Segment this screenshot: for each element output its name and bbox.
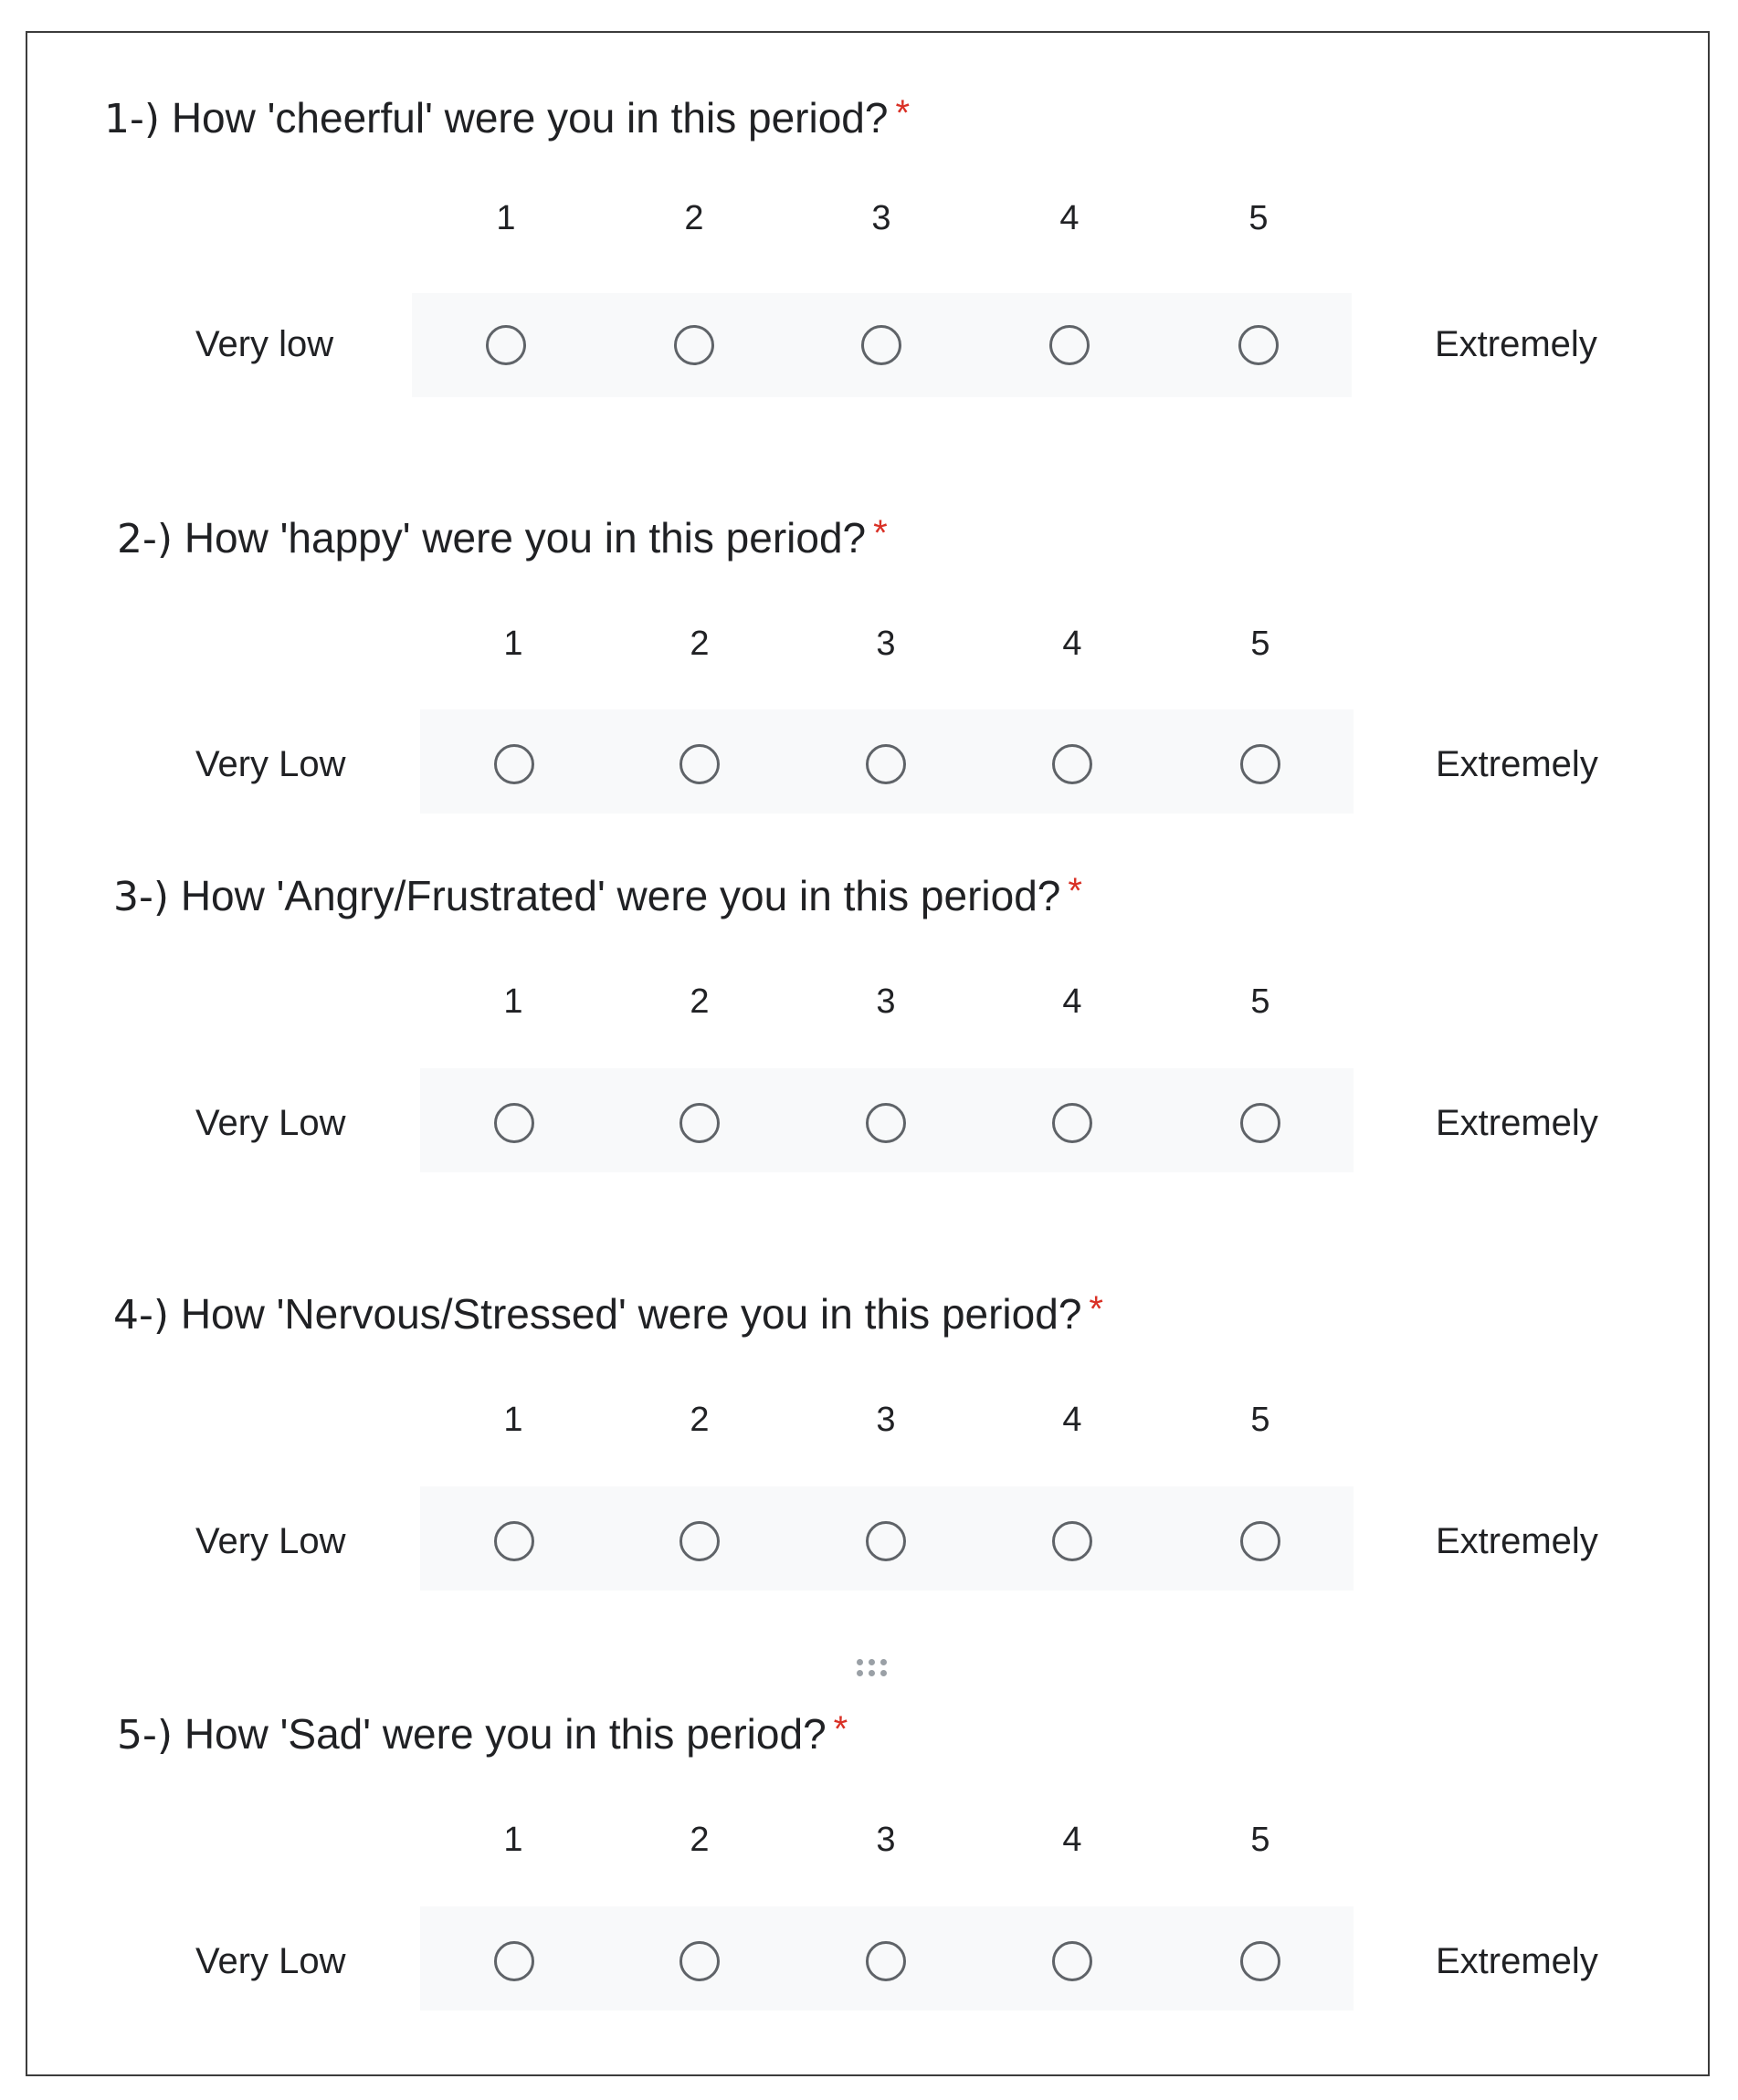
question-number: 1-): [104, 96, 161, 142]
scale-label-5: 5: [1250, 625, 1270, 663]
radio-4[interactable]: [1052, 1521, 1092, 1561]
radio-2[interactable]: [679, 1521, 720, 1561]
low-label: Very Low: [195, 1521, 346, 1561]
question-title: [113, 1284, 1103, 1341]
radio-5[interactable]: [1240, 744, 1280, 784]
radio-3[interactable]: [866, 1941, 906, 1981]
question-text: How 'cheerful' were you in this period?: [171, 94, 889, 142]
low-label: Very Low: [195, 1103, 346, 1143]
radio-4[interactable]: [1052, 1941, 1092, 1981]
radio-2[interactable]: [679, 1103, 720, 1143]
question-5: [0, 1704, 1738, 2005]
radio-4[interactable]: [1049, 325, 1090, 365]
question-text: How 'happy' were you in this period?: [184, 514, 867, 562]
high-label: Extremely: [1436, 1941, 1598, 1981]
scale-label-5: 5: [1250, 982, 1270, 1021]
question-title: [104, 88, 910, 145]
radio-3[interactable]: [866, 1103, 906, 1143]
question-number: 4-): [113, 1292, 170, 1339]
scale-label-4: 4: [1062, 1401, 1082, 1439]
scale-label-3: 3: [876, 625, 896, 663]
scale-label-5: 5: [1248, 199, 1269, 237]
radio-2[interactable]: [679, 744, 720, 784]
radio-3[interactable]: [866, 744, 906, 784]
radio-1[interactable]: [494, 1521, 534, 1561]
scale-label-3: 3: [876, 1401, 896, 1439]
radio-3[interactable]: [861, 325, 901, 365]
low-label: Very Low: [195, 744, 346, 784]
scale-label-1: 1: [503, 1821, 523, 1859]
drag-handle-icon[interactable]: [855, 1657, 891, 1679]
scale-labels: [0, 621, 1738, 667]
required-asterisk: *: [1089, 1289, 1103, 1329]
question-title: [117, 508, 888, 565]
scale-label-5: 5: [1250, 1401, 1270, 1439]
high-label: Extremely: [1436, 1103, 1598, 1143]
scale-labels: [0, 1817, 1738, 1863]
question-3: [0, 866, 1738, 1167]
question-number: 2-): [117, 516, 174, 562]
radio-5[interactable]: [1240, 1941, 1280, 1981]
scale-labels: [0, 1397, 1738, 1443]
scale-label-2: 2: [690, 1401, 710, 1439]
question-4: [0, 1284, 1738, 1585]
high-label: Extremely: [1436, 1521, 1598, 1561]
question-text: How 'Angry/Frustrated' were you in this period?: [180, 872, 1061, 919]
radio-2[interactable]: [679, 1941, 720, 1981]
scale-label-1: 1: [503, 625, 523, 663]
scale-label-2: 2: [690, 982, 710, 1021]
radio-5[interactable]: [1240, 1103, 1280, 1143]
scale-label-5: 5: [1250, 1821, 1270, 1859]
radio-2[interactable]: [674, 325, 714, 365]
low-label: Very Low: [195, 1941, 346, 1981]
scale-label-4: 4: [1059, 199, 1080, 237]
scale-label-2: 2: [690, 1821, 710, 1859]
question-title: [113, 866, 1082, 923]
question-text: How 'Nervous/Stressed' were you in this period?: [180, 1290, 1082, 1338]
scale-label-1: 1: [503, 1401, 523, 1439]
scale-label-4: 4: [1062, 982, 1082, 1021]
scale-label-3: 3: [876, 1821, 896, 1859]
required-asterisk: *: [895, 93, 911, 133]
question-number: 5-): [117, 1712, 174, 1759]
radio-1[interactable]: [494, 744, 534, 784]
radio-1[interactable]: [494, 1103, 534, 1143]
radio-3[interactable]: [866, 1521, 906, 1561]
radio-1[interactable]: [494, 1941, 534, 1981]
scale-label-3: 3: [876, 982, 896, 1021]
radio-5[interactable]: [1238, 325, 1279, 365]
scale-label-1: 1: [503, 982, 523, 1021]
low-label: Very low: [195, 324, 334, 364]
high-label: Extremely: [1436, 744, 1598, 784]
required-asterisk: *: [873, 513, 888, 553]
scale-labels: [0, 195, 1738, 241]
scale-label-2: 2: [684, 199, 704, 237]
radio-1[interactable]: [486, 325, 526, 365]
required-asterisk: *: [833, 1709, 848, 1749]
scale-label-2: 2: [690, 625, 710, 663]
question-title: [117, 1704, 848, 1761]
scale-label-3: 3: [871, 199, 891, 237]
scale-label-1: 1: [496, 199, 516, 237]
high-label: Extremely: [1435, 324, 1597, 364]
question-2: [0, 508, 1738, 809]
radio-5[interactable]: [1240, 1521, 1280, 1561]
question-text: How 'Sad' were you in this period?: [184, 1710, 827, 1758]
scale-labels: [0, 979, 1738, 1024]
scale-label-4: 4: [1062, 1821, 1082, 1859]
scale-label-4: 4: [1062, 625, 1082, 663]
question-number: 3-): [113, 874, 170, 920]
question-1: [0, 88, 1738, 389]
radio-4[interactable]: [1052, 744, 1092, 784]
radio-4[interactable]: [1052, 1103, 1092, 1143]
required-asterisk: *: [1068, 871, 1082, 911]
